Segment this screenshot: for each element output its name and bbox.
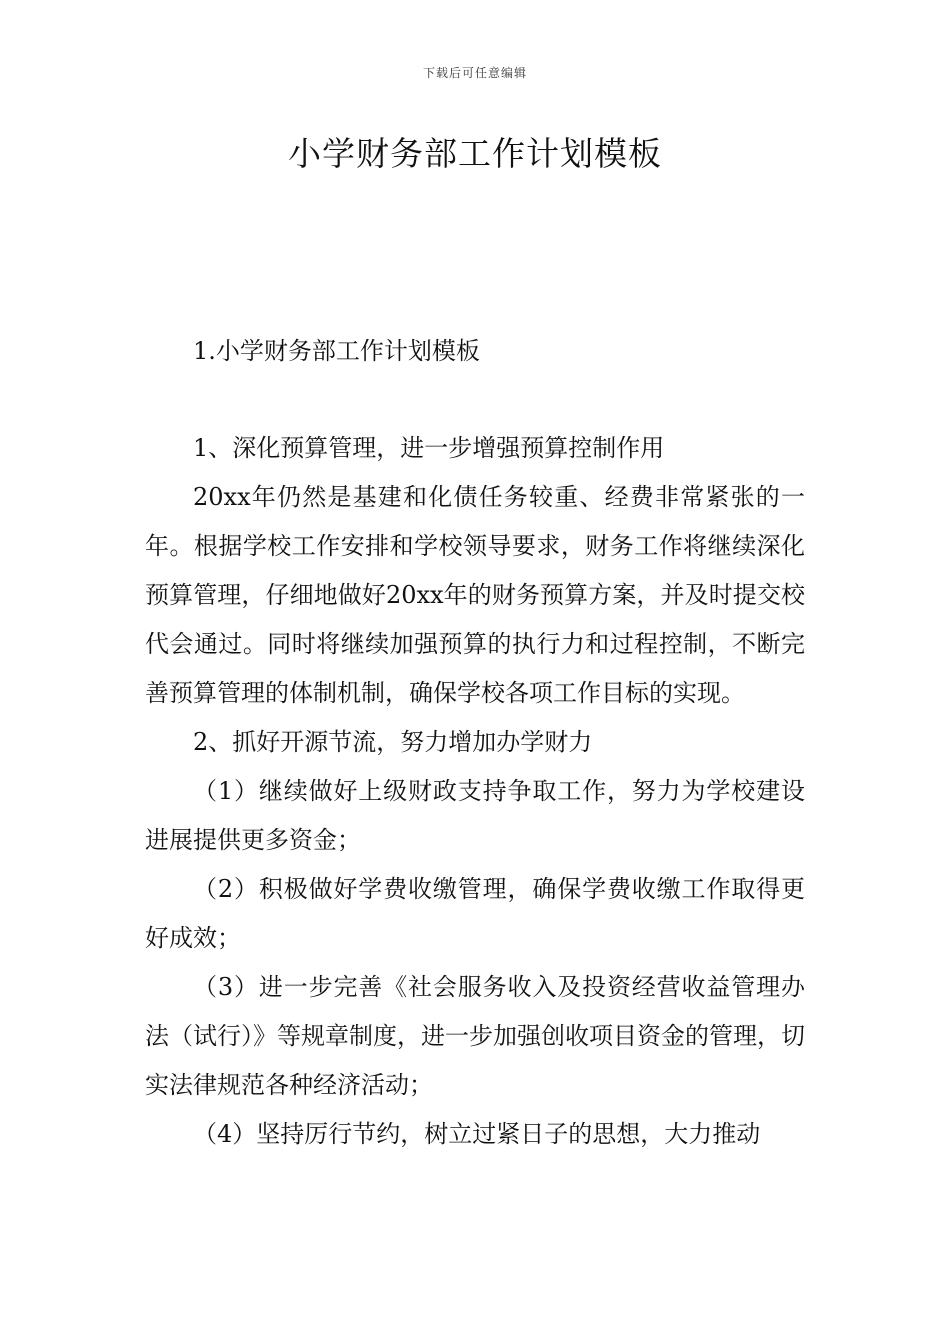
section-heading: 1.小学财务部工作计划模板	[193, 337, 480, 365]
header-note: 下载后可任意编辑	[422, 66, 527, 80]
document-body	[145, 424, 805, 1159]
paragraph-item-4: （4）坚持厉行节约，树立过紧日子的思想，大力推动	[193, 1120, 761, 1148]
paragraph-budget: 20xx年仍然是基建和化债任务较重、经费非常紧张的一年。根据学校工作安排和学校领导要求，财务工作将继续深化预算管理，仔细地做好20xx年的财务预算方案，并及时提交校代会通过。同时将继续加强预算的执行力和过程控制，不断完善预算管理的体制机制，确保学校各项工作目标的实现。	[145, 483, 805, 707]
document-title: 小学财务部工作计划模板	[288, 134, 662, 173]
paragraph-item-2: （2）积极做好学费收缴管理，确保学费收缴工作取得更好成效；	[145, 875, 805, 952]
paragraph-heading-1: 1、深化预算管理，进一步增强预算控制作用	[193, 434, 665, 462]
paragraph-item-1: （1）继续做好上级财政支持争取工作，努力为学校建设进展提供更多资金；	[145, 777, 805, 854]
paragraph-item-3: （3）进一步完善《社会服务收入及投资经营收益管理办法（试行）》等规章制度，进一步加强创收项目资金的管理，切实法律规范各种经济活动；	[145, 973, 805, 1099]
paragraph-heading-2: 2、抓好开源节流，努力增加办学财力	[193, 728, 593, 756]
